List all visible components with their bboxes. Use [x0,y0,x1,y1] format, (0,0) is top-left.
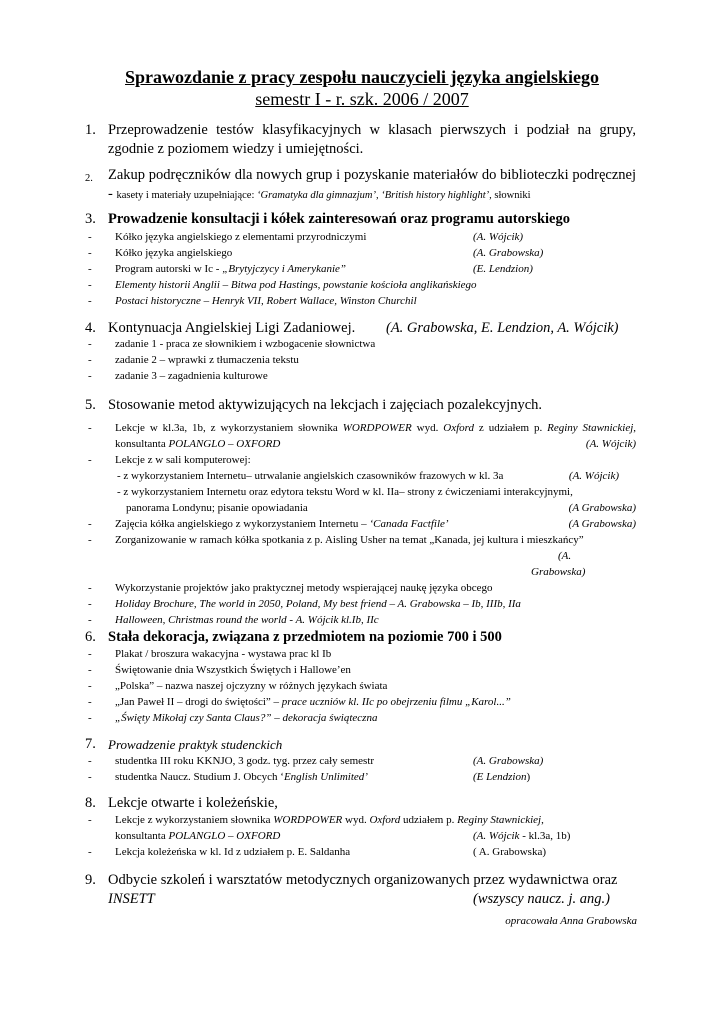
item-text-publisher: Oxford [369,814,401,826]
item-author: (A. Wójcik) [585,438,636,450]
signature: opracowała Anna Grabowska [505,915,637,927]
item-text: Lekcje z wykorzystaniem słownika [115,814,274,826]
item-text: - z wykorzystaniem Internetu– utrwalanie angielskich czasowników frazowych w kl. 3a [117,470,504,482]
item-text: Elementy historii Anglii – Bitwa pod Hastings, powstanie kościoła anglikańskiego [115,279,477,291]
item-text: , konsultanta [115,422,637,450]
list-item: - zadanie 3 – zagadnienia kulturowe [88,370,268,382]
section-number: 6. [85,629,96,645]
item-text: konsultanta [115,830,169,842]
section-4-items [85,336,636,384]
section-text-titles: ‘Gramatyka dla gimnazjum’, ‘British history highlight’, [257,190,492,201]
item-text-dictionary: WORDPOWER [273,814,343,826]
item-text: Kółko języka angielskiego z elementami przyrodniczymi [115,231,367,243]
item-text: Wykorzystanie projektów jako praktycznej metody wspierającej naukę języka obcego [115,582,493,594]
item-text: Świętowanie dnia Wszystkich Świętych i Hallowe’en [115,664,351,676]
list-item: - Halloween, Christmas round the world - A. Wójcik kl.Ib, IIc [88,614,379,626]
section-9 [85,871,636,909]
section-text-main: Zakup podręczników dla nowych grup i pozyskanie materiałów do biblioteczki podręcznej - [108,167,636,202]
list-item: - Wykorzystanie projektów jako praktycznej metody wspierającej naukę języka obcego [88,582,493,594]
item-text: „Święty Mikołaj czy Santa Claus?” – dekoracja świąteczna [115,712,378,724]
item-author: (A Grabowska) [568,502,636,514]
list-item: - zadanie 2 – wprawki z tłumaczenia tekstu [88,354,299,366]
item-author-end: ) [526,771,531,783]
list-item: - Holiday Brochure, The world in 2050, Poland, My best friend – A. Grabowska – Ib, IIIb, IIa [88,598,521,610]
section-authors: (wszyscy naucz. j. ang.) [473,891,610,907]
section-text [108,166,636,205]
section-text: Przeprowadzenie testów klasyfikacyjnych w klasach pierwszych i podział na grupy, zgodnie z poziomem wiedzy i umiejętności. [108,122,636,157]
section-text: Kontynuacja Angielskiej Ligi Zadaniowej. [108,320,356,336]
item-title: English Unlimited’ [283,771,368,783]
section-8 [85,794,636,813]
item-text: zadanie 2 – wprawki z tłumaczenia tekstu [115,354,299,366]
item-author: (A Grabowska) [568,518,636,530]
section-8-items [85,812,636,860]
item-author: (A. [558,550,572,562]
list-item: - Zorganizowanie w ramach kółka spotkania z p. Aisling Usher na temat „Kanada, jej kultura i mieszkańcy” (A. Grabowska) [88,534,586,578]
item-text: zadanie 1 - praca ze słownikiem i wzbogacenie słownictwa [115,338,376,350]
section-text [108,871,636,909]
section-text-line: Odbycie szkoleń i warsztatów metodycznych organizowanych przez wydawnictwa oraz [108,872,618,888]
item-author: (A. Grabowska) [473,755,544,767]
list-item [85,468,636,484]
item-text: Holiday Brochure, The world in 2050, Poland, My best friend – A. Grabowska – Ib, IIIb, IIa [115,598,521,610]
list-item: - Świętowanie dnia Wszystkich Świętych i Hallowe’en [88,664,351,676]
section-5-items [85,420,636,628]
section-2 [85,166,636,205]
section-number: 1. [85,122,96,138]
item-author: (A. Wójcik) [473,231,524,243]
item-text-consultant: POLANGLO – OXFORD [168,830,281,842]
section-number: 4. [85,320,96,336]
item-author [473,828,570,844]
item-author-name: (E Lendzion [473,771,527,783]
section-3 [85,210,636,229]
item-text: „Jan Paweł II – drogi do świętości” [115,696,271,708]
section-number: 8. [85,795,96,811]
list-item: - „Polska” – nazwa naszej ojczyzny w różnych językach świata [88,680,388,692]
item-author-name: (A. Wójcik [473,830,520,842]
item-text: z udziałem p. [474,422,548,434]
item-author-detail: - kl.3a, 1b) [519,830,571,842]
section-text-end: słowniki [491,190,531,201]
item-text: Program autorski w Ic - [115,263,223,275]
item-title: „Brytyjczycy i Amerykanie” [222,263,347,275]
item-text: zadanie 3 – zagadnienia kulturowe [115,370,268,382]
item-text: studentka Naucz. Studium J. Obcych ‘ [115,771,284,783]
item-text: „Polska” – nazwa naszej ojczyzny w różnych językach świata [115,680,388,692]
section-text-insett: INSETT [108,891,155,907]
item-text: Postaci historyczne – Henryk VII, Robert Wallace, Winston Churchil [115,295,417,307]
list-item: - Lekcje z wykorzystaniem słownika WORDPOWER wyd. Oxford udziałem p. Reginy Stawnickiej, konsultanta POLANGLO – OXFORD (A. Wójcik - kl.3a, 1b) [88,814,571,842]
item-text-person: Reginy Stawnickiej [547,422,634,434]
list-item: - Lekcje w kl.3a, 1b, z wykorzystaniem słownika WORDPOWER wyd. Oxford z udziałem p. Reginy Stawnickiej, konsultanta POLANGLO – OXFORD (A. Wójcik) [88,422,637,450]
list-item: - Zajęcia kółka angielskiego z wykorzystaniem Internetu – ‘Canada Factfile’ (A Grabowska) [88,518,636,530]
list-item [85,484,636,516]
item-author: ( A. Grabowska) [473,846,547,858]
item-text: , [541,814,544,826]
page-subtitle: semestr I - r. szk. 2006 / 2007 [255,89,469,109]
item-text-dictionary: WORDPOWER [342,422,412,434]
section-heading: Stosowanie metod aktywizujących na lekcjach i zajęciach pozalekcyjnych. [108,397,543,413]
item-author: (E. Lendzion) [473,263,533,275]
section-number: 7. [85,736,96,752]
section-1 [85,121,636,159]
list-item: - „Święty Mikołaj czy Santa Claus?” – dekoracja świąteczna [88,712,378,724]
item-text-consultant: POLANGLO – OXFORD [168,438,281,450]
list-item: - Kółko języka angielskiego z elementami przyrodniczymi (A. Wójcik) [88,231,524,243]
section-heading: Stała dekoracja, związana z przedmiotem na poziomie 700 i 500 [108,629,502,645]
section-6 [85,628,636,647]
item-text-person: Reginy Stawnickiej [457,814,542,826]
item-text: wyd. [411,422,444,434]
section-6-items [85,646,636,726]
section-3-items [85,229,636,309]
item-text: panorama Londynu; pisanie opowiadania [126,502,308,514]
section-number: 5. [85,397,96,413]
section-number: 3. [85,211,96,227]
item-text: Zajęcia kółka angielskiego z wykorzystaniem Internetu – [115,518,370,530]
item-text: Lekcje w kl.3a, 1b, z wykorzystaniem słownika [115,422,343,434]
item-author [473,769,530,785]
page-title: Sprawozdanie z pracy zespołu nauczycieli języka angielskiego [125,67,599,87]
list-item: - Program autorski w Ic - „Brytyjczycy i Amerykanie” (E. Lendzion) [88,263,533,275]
list-item: - „Jan Paweł II – drogi do świętości” – prace uczniów kl. IIc po obejrzeniu filmu „Karol...” [88,696,511,708]
section-5 [85,396,636,415]
section-number: 9. [85,872,96,888]
section-authors: (A. Grabowska, E. Lendzion, A. Wójcik) [386,320,619,336]
item-author: (A. Wójcik) [568,470,619,482]
list-item: - Elementy historii Anglii – Bitwa pod Hastings, powstanie kościoła anglikańskiego [88,279,477,291]
list-item: - studentka Naucz. Studium J. Obcych ‘English Unlimited’ (E Lendzion) [88,771,531,783]
section-heading: Prowadzenie praktyk studenckich [108,737,283,752]
list-item: - studentka III roku KKNJO, 3 godz. tyg. przez cały semestr (A. Grabowska) [88,755,544,767]
item-title: ‘Canada Factfile’ [369,518,449,530]
section-heading: Prowadzenie konsultacji i kółek zainteresowań oraz programu autorskiego [108,211,570,227]
list-item: - zadanie 1 - praca ze słownikiem i wzbogacenie słownictwa [88,338,376,350]
item-text: wyd. [342,814,370,826]
item-text: studentka III roku KKNJO, 3 godz. tyg. przez cały semestr [115,755,375,767]
item-text: Lekcja koleżeńska w kl. Id z udziałem p. E. Saldanha [115,846,351,858]
item-text: Kółko języka angielskiego [115,247,233,259]
list-item: - Postaci historyczne – Henryk VII, Robert Wallace, Winston Churchil [88,295,417,307]
item-text: Halloween, Christmas round the world - A. Wójcik kl.Ib, IIc [115,614,379,626]
list-item: - Lekcja koleżeńska w kl. Id z udziałem p. E. Saldanha ( A. Grabowska) [88,846,547,858]
item-text: Lekcje z w sali komputerowej: [115,454,251,466]
section-text-note: kasety i materiały uzupełniające: [116,190,257,201]
item-text-note: – prace uczniów kl. IIc po obejrzeniu filmu „Karol...” [270,696,511,708]
list-item: - Plakat / broszura wakacyjna - wystawa prac kl Ib [88,648,332,660]
item-text: Plakat / broszura wakacyjna - wystawa prac kl Ib [115,648,332,660]
item-text: udziałem p. [400,814,458,826]
item-author: Grabowska) [531,566,586,578]
item-text: Zorganizowanie w ramach kółka spotkania z p. Aisling Usher na temat „Kanada, jej kultura i mieszkańcy” [115,534,584,546]
item-author: (A. Grabowska) [473,247,544,259]
list-item: - Kółko języka angielskiego (A. Grabowska) [88,247,544,259]
section-heading: Lekcje otwarte i koleżeńskie, [108,795,278,811]
item-text-publisher: Oxford [443,422,475,434]
section-number: 2. [85,173,93,184]
item-text: - z wykorzystaniem Internetu oraz edytora tekstu Word w kl. IIa– strony z ćwiczeniami interakcyjnymi, [117,486,573,498]
section-7-items [85,753,636,785]
section-7 [85,735,636,754]
list-item: - Lekcje z w sali komputerowej: [88,454,251,466]
